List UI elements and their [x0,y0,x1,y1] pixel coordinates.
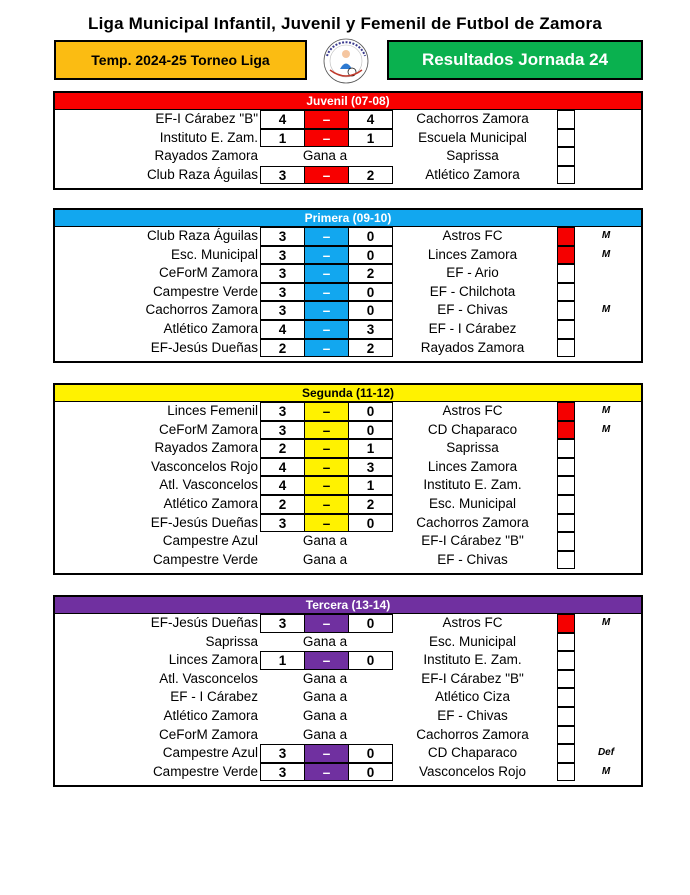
away-team: EF - I Cárabez [428,320,517,336]
score-box [260,320,393,339]
home-team: Cachorros Zamora [145,302,258,318]
walkover-label: Gana a [302,533,348,549]
home-team: Campestre Verde [152,551,258,567]
status-box [557,166,575,185]
away-score: 2 [366,167,375,183]
home-team: CeForM Zamora [158,265,258,281]
home-score: 3 [278,422,287,438]
status-box [557,614,575,633]
home-team: CeForM Zamora [158,421,258,437]
home-team: Campestre Azul [162,533,258,549]
status-box [557,688,575,707]
status-box [557,147,575,166]
home-score: 3 [278,284,287,300]
status-box [557,246,575,265]
status-box [557,744,575,763]
away-score: 0 [366,515,375,531]
status-box [557,551,575,570]
status-box [557,301,575,320]
score-box [260,166,393,185]
match-row [55,633,641,652]
match-row [55,688,641,707]
away-team: CD Chaparaco [427,745,518,761]
away-team: Esc. Municipal [428,633,517,649]
match-row [55,514,641,533]
match-row [55,246,641,265]
home-score: 2 [278,340,287,356]
section-juvenil [53,91,643,190]
away-score: 1 [366,441,375,457]
home-team: Vasconcelos Rojo [150,458,258,474]
status-box [557,726,575,745]
home-score: 4 [278,321,287,337]
match-note: M [601,617,611,628]
away-team: Esc. Municipal [428,495,517,511]
away-score: 0 [366,616,375,631]
home-score: 3 [278,515,287,531]
away-team: Escuela Municipal [418,129,527,145]
home-team: Esc. Municipal [170,246,258,262]
away-score: 2 [366,266,375,282]
score-box [260,283,393,302]
home-team: Rayados Zamora [154,148,258,164]
match-row [55,264,641,283]
match-row [55,439,641,458]
status-box [557,670,575,689]
score-box [260,227,393,246]
away-score: 0 [366,229,375,244]
score-separator: – [304,167,349,184]
section-header: Tercera (13-14) [55,597,641,614]
score-separator: – [304,284,349,301]
walkover-label: Gana a [302,633,348,649]
score-box [260,421,393,440]
round-label: Resultados Jornada 24 [387,40,643,80]
home-team: Campestre Verde [152,763,258,779]
home-team: Linces Femenil [167,403,258,418]
home-team: EF-I Cárabez "B" [155,111,258,126]
home-team: Instituto E. Zam. [159,129,258,145]
season-label: Temp. 2024-25 Torneo Liga [54,40,307,80]
away-score: 0 [366,404,375,419]
home-score: 3 [278,616,287,631]
home-team: Rayados Zamora [154,440,258,456]
home-team: EF-Jesús Dueñas [150,339,258,355]
home-score: 3 [278,247,287,263]
match-note: M [601,765,611,777]
away-team: CD Chaparaco [427,421,518,437]
match-row [55,339,641,358]
match-row [55,495,641,514]
away-team: Instituto E. Zam. [423,477,522,493]
match-row [55,707,641,726]
away-score: 1 [366,130,375,146]
status-box [557,514,575,533]
status-box [557,110,575,129]
score-box [260,458,393,477]
score-separator: – [304,496,349,513]
match-row [55,726,641,745]
home-team: Campestre Azul [162,745,258,761]
status-box [557,763,575,782]
match-row [55,166,641,185]
home-score: 2 [278,441,287,457]
home-team: CeForM Zamora [158,726,258,742]
score-separator: – [304,477,349,494]
status-box [557,227,575,246]
section-header: Juvenil (07-08) [55,93,641,110]
score-box [260,514,393,533]
status-box [557,129,575,148]
home-score: 3 [278,303,287,319]
home-team: Atlético Zamora [163,707,258,723]
away-team: EF - Chivas [437,551,508,567]
status-box [557,402,575,421]
away-score: 0 [366,284,375,300]
away-team: EF - Ario [446,265,499,281]
home-score: 3 [278,266,287,282]
status-box [557,421,575,440]
home-team: EF - I Cárabez [170,689,258,705]
status-box [557,532,575,551]
home-team: Campestre Verde [152,283,258,299]
away-team: Atlético Zamora [425,166,520,182]
match-row [55,227,641,246]
match-note: M [601,304,611,316]
away-team: Astros FC [442,403,503,418]
away-team: Cachorros Zamora [416,514,529,530]
away-team: Linces Zamora [427,246,518,262]
match-row [55,110,641,129]
match-row [55,402,641,421]
match-note: Def [597,747,615,759]
score-box [260,110,393,129]
match-row [55,763,641,782]
away-team: EF - Chivas [437,707,508,723]
away-team: Saprissa [446,148,499,164]
walkover-label: Gana a [302,689,348,705]
home-score: 3 [278,404,287,419]
score-box [260,744,393,763]
section-tercera [53,595,643,787]
status-box [557,458,575,477]
match-row [55,283,641,302]
score-separator: – [304,130,349,147]
home-team: Atl. Vasconcelos [159,670,258,686]
score-box [260,246,393,265]
match-row [55,551,641,570]
section-header: Segunda (11-12) [55,385,641,402]
away-score: 3 [366,459,375,475]
status-box [557,283,575,302]
away-team: EF-I Cárabez "B" [421,670,524,686]
match-note: M [601,248,611,260]
away-team: Atlético Ciza [434,689,511,705]
home-team: Saprissa [205,633,258,649]
score-box [260,301,393,320]
score-separator: – [304,340,349,357]
away-team: Astros FC [442,615,503,630]
home-team: Club Raza Águilas [146,228,258,243]
home-score: 4 [278,478,287,494]
score-box [260,763,393,782]
match-row [55,421,641,440]
status-box [557,707,575,726]
away-team: Cachorros Zamora [416,111,529,126]
match-row [55,301,641,320]
score-box [260,439,393,458]
status-box [557,476,575,495]
away-team: EF - Chivas [437,302,508,318]
walkover-label: Gana a [302,670,348,686]
match-row [55,147,641,166]
score-separator: – [304,652,349,669]
match-note: M [601,230,611,241]
away-score: 3 [366,321,375,337]
score-box [260,495,393,514]
away-score: 2 [366,496,375,512]
home-score: 4 [278,459,287,475]
away-score: 0 [366,746,375,762]
home-score: 3 [278,746,287,762]
score-box [260,476,393,495]
score-separator: – [304,515,349,532]
section-segunda [53,383,643,575]
away-team: Saprissa [446,440,499,456]
score-box [260,651,393,670]
score-separator: – [304,422,349,439]
away-team: Rayados Zamora [420,339,525,355]
away-score: 0 [366,422,375,438]
section-header: Primera (09-10) [55,210,641,227]
away-score: 2 [366,340,375,356]
score-box [260,264,393,283]
home-team: EF-Jesús Dueñas [150,615,258,630]
score-separator: – [304,265,349,282]
score-separator: – [304,403,349,420]
score-box [260,129,393,148]
away-score: 0 [366,653,375,669]
away-score: 0 [366,303,375,319]
status-box [557,495,575,514]
match-row [55,129,641,148]
score-separator: – [304,111,349,128]
walkover-label: Gana a [302,148,348,164]
league-logo [318,36,374,86]
match-row [55,651,641,670]
match-row [55,476,641,495]
score-separator: – [304,321,349,338]
away-team: Vasconcelos Rojo [418,763,527,779]
walkover-label: Gana a [302,726,348,742]
status-box [557,320,575,339]
score-separator: – [304,302,349,319]
walkover-label: Gana a [302,707,348,723]
home-team: EF-Jesús Dueñas [150,514,258,530]
score-box [260,402,393,421]
home-team: Atlético Zamora [163,320,258,336]
page-title: Liga Municipal Infantil, Juvenil y Femenil de Futbol de Zamora [88,14,602,33]
away-score: 1 [366,478,375,494]
walkover-label: Gana a [302,551,348,567]
status-box [557,439,575,458]
match-row [55,532,641,551]
home-score: 4 [278,112,287,127]
match-note: M [601,405,611,416]
score-box [260,339,393,358]
home-team: Club Raza Águilas [146,166,258,182]
status-box [557,633,575,652]
score-separator: – [304,228,349,245]
home-score: 2 [278,496,287,512]
score-separator: – [304,764,349,781]
section-primera [53,208,643,363]
home-team: Linces Zamora [168,652,258,668]
score-separator: – [304,615,349,632]
status-box [557,651,575,670]
status-box [557,264,575,283]
match-row [55,670,641,689]
away-team: Instituto E. Zam. [423,652,522,668]
away-score: 0 [366,247,375,263]
away-team: Astros FC [442,228,503,243]
home-score: 3 [278,229,287,244]
match-row [55,458,641,477]
match-row [55,614,641,633]
away-score: 4 [366,112,375,127]
away-team: EF - Chilchota [429,283,516,299]
home-team: Atlético Zamora [163,495,258,511]
score-separator: – [304,440,349,457]
score-separator: – [304,247,349,264]
home-score: 1 [278,653,287,669]
home-score: 3 [278,167,287,183]
match-note: M [601,423,611,435]
home-team: Atl. Vasconcelos [159,477,258,493]
score-separator: – [304,459,349,476]
status-box [557,339,575,358]
home-score: 3 [278,764,287,780]
match-row [55,320,641,339]
away-score: 0 [366,764,375,780]
score-separator: – [304,745,349,762]
score-box [260,614,393,633]
match-row [55,744,641,763]
away-team: Linces Zamora [427,458,518,474]
home-score: 1 [278,130,287,146]
away-team: Cachorros Zamora [416,726,529,742]
away-team: EF-I Cárabez "B" [421,533,524,549]
